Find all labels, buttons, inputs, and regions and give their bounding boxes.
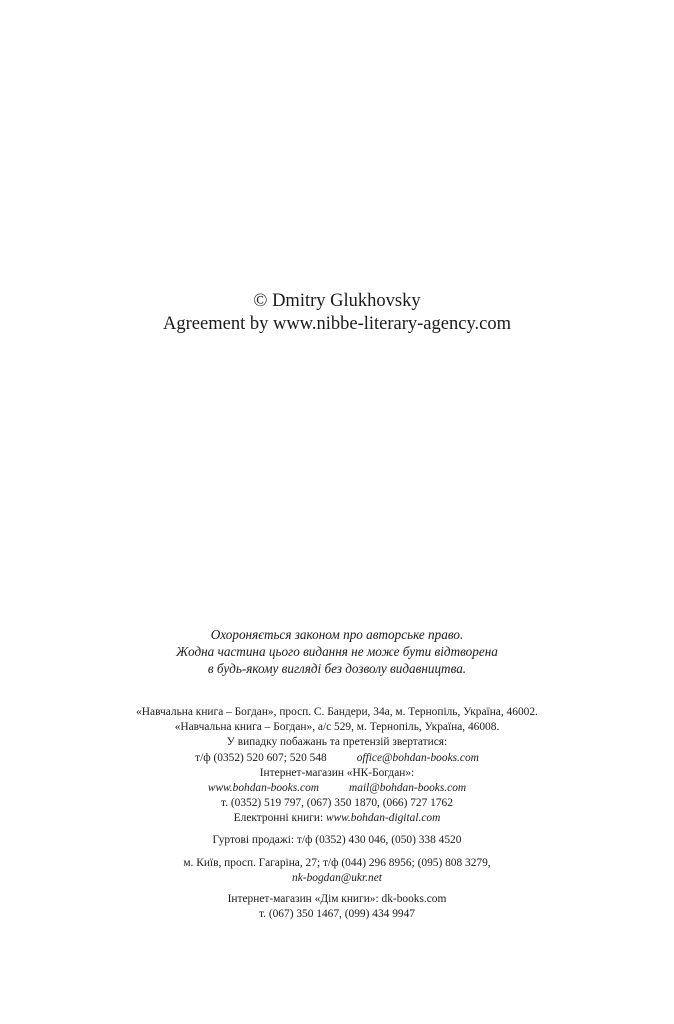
notice-line-3: в будь-якому вигляді без дозволу видавництва. — [207, 661, 467, 676]
publisher-address-2: «Навчальна книга – Богдан», а/с 529, м. Тернопіль, Україна, 46008. — [174, 721, 500, 734]
ebooks-label: Електронні книги: — [233, 812, 326, 825]
publisher-imprint — [0, 705, 674, 923]
publisher-address-1: «Навчальна книга – Богдан», просп. С. Бандери, 34а, м. Тернопіль, Україна, 46002. — [136, 706, 538, 718]
agreement-line: Agreement by www.nibbe-literary-agency.com — [163, 314, 511, 334]
kyiv-address: м. Київ, просп. Гагаріна, 27; т/ф (044) 296 8956; (095) 808 3279, — [183, 856, 491, 869]
notice-line-1: Охороняється законом про авторське право. — [210, 627, 464, 642]
shop-site: www.bohdan-books.com — [207, 782, 320, 795]
copyright-notice — [0, 626, 674, 677]
phone-fax: т/ф (0352) 520 607; 520 548 — [195, 751, 327, 764]
copyright-block — [0, 290, 674, 336]
shop-phones: т. (0352) 519 797, (067) 350 1870, (066) 727 1762 — [221, 797, 453, 810]
kyiv-email: nk-bogdan@ukr.net — [292, 872, 382, 885]
contact-line — [0, 751, 674, 766]
wholesale-line: Гуртові продажі: т/ф (0352) 430 046, (050) 338 4520 — [212, 833, 462, 846]
dim-knygy-line: Інтернет-магазин «Дім книги»: dk-books.com — [227, 893, 447, 906]
shop-email: mail@bohdan-books.com — [349, 782, 467, 795]
office-email: office@bohdan-books.com — [356, 751, 479, 764]
contact-intro: У випадку побажань та претензій звертатися: — [226, 736, 448, 749]
notice-line-2: Жодна частина цього видання не може бути відтворена — [176, 644, 498, 659]
copyright-holder: © Dmitry Glukhovsky — [253, 291, 421, 311]
ebooks-line — [0, 811, 674, 826]
shop-links — [0, 781, 674, 796]
dim-knygy-phones: т. (067) 350 1467, (099) 434 9947 — [259, 908, 415, 921]
shop-title: Інтернет-магазин «НК-Богдан»: — [259, 766, 415, 779]
ebooks-site: www.bohdan-digital.com — [325, 812, 441, 825]
